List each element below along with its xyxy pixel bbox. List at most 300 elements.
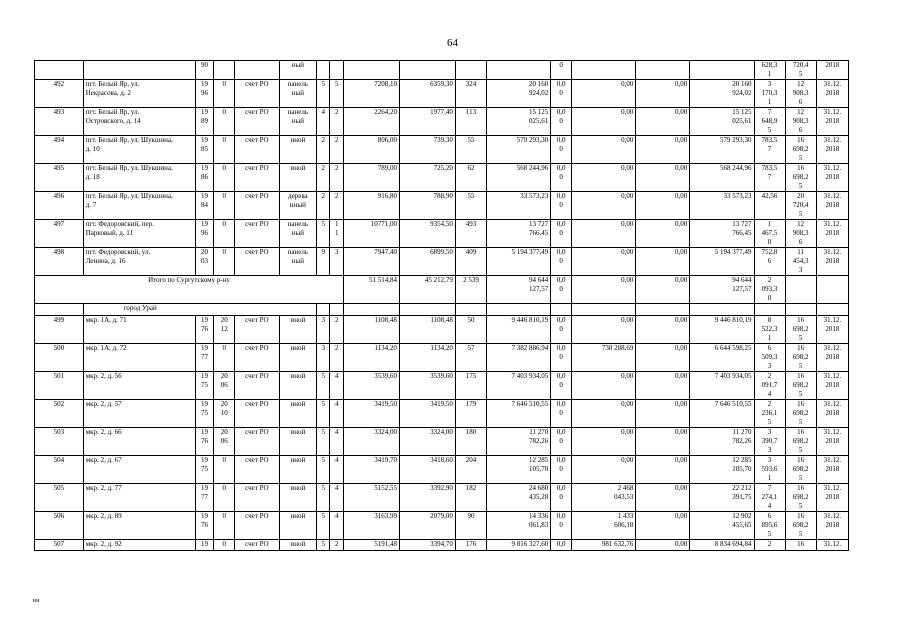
table-cell: 0 bbox=[214, 108, 235, 136]
table-cell: 16 698,2 5 bbox=[785, 456, 816, 484]
table-cell: 3 bbox=[330, 248, 343, 276]
table-row bbox=[35, 61, 849, 80]
table-cell: мкр. 2, д. 67 bbox=[83, 456, 195, 484]
table-cell bbox=[572, 61, 636, 80]
table-cell: 5 bbox=[317, 540, 330, 551]
table-cell: 20 06 bbox=[214, 372, 235, 400]
table-cell: 3 bbox=[317, 316, 330, 344]
table-row bbox=[35, 220, 849, 248]
table-cell: иной bbox=[279, 540, 316, 551]
table-cell: 0 bbox=[551, 61, 572, 80]
table-cell: 568 244,96 bbox=[690, 164, 754, 192]
table-cell: 175 bbox=[455, 372, 486, 400]
table-cell bbox=[399, 61, 455, 80]
table-cell: счет РО bbox=[235, 108, 280, 136]
table-cell: ный bbox=[279, 61, 316, 80]
table-cell: 579 293,30 bbox=[487, 136, 551, 164]
table-cell: 0,0 0 bbox=[551, 456, 572, 484]
table-cell: 5 bbox=[330, 80, 343, 108]
table-cell: 752,8 6 bbox=[754, 248, 785, 276]
table-cell: 12 908,3 6 bbox=[785, 80, 816, 108]
table-cell: 62 bbox=[455, 164, 486, 192]
table-cell: счет РО bbox=[235, 316, 280, 344]
table-cell: 3324,00 bbox=[343, 428, 399, 456]
table-cell: 5 bbox=[317, 220, 330, 248]
table-cell: 0,00 bbox=[572, 220, 636, 248]
table-cell: 55 bbox=[455, 192, 486, 220]
table-cell: 5 bbox=[317, 484, 330, 512]
table-cell: иной bbox=[279, 484, 316, 512]
table-cell: 0,00 bbox=[636, 220, 690, 248]
table-cell: 0,0 0 bbox=[551, 372, 572, 400]
table-cell: пгт. Белый Яр, ул. Некрасова, д. 2 bbox=[83, 80, 195, 108]
table-cell: иной bbox=[279, 400, 316, 428]
table-cell bbox=[816, 304, 848, 316]
table-cell: 0,0 0 bbox=[551, 400, 572, 428]
table-cell: 3163,99 bbox=[343, 512, 399, 540]
table-cell: счет РО bbox=[235, 512, 280, 540]
table-cell: 33 573,23 bbox=[690, 192, 754, 220]
table-cell: 20 12 bbox=[214, 316, 235, 344]
table-cell: 3 170,3 1 bbox=[754, 80, 785, 108]
table-cell: 2 bbox=[330, 316, 343, 344]
table-cell bbox=[785, 276, 816, 304]
table-cell: 0,00 bbox=[572, 248, 636, 276]
table-cell: 0 bbox=[214, 344, 235, 372]
table-cell: 495 bbox=[35, 164, 84, 192]
table-cell: 31.12. 2018 bbox=[816, 164, 848, 192]
table-cell: 738 288,69 bbox=[572, 344, 636, 372]
table-row bbox=[35, 164, 849, 192]
table-cell: 7 646 510,55 bbox=[690, 400, 754, 428]
table-cell: пгт. Федоровский, пер. Парковый, д. 11 bbox=[83, 220, 195, 248]
table-cell: 50 bbox=[455, 316, 486, 344]
table-cell bbox=[35, 61, 84, 80]
table-cell: 0,00 bbox=[572, 428, 636, 456]
table-cell: иной bbox=[279, 372, 316, 400]
table-cell: 31.12. 2018 bbox=[816, 108, 848, 136]
table-cell: мкр. 2, д. 77 bbox=[83, 484, 195, 512]
table-cell: 0 bbox=[214, 80, 235, 108]
table-cell: 5 bbox=[317, 428, 330, 456]
table-cell: 0,00 bbox=[636, 248, 690, 276]
table-cell: 6 895,6 5 bbox=[754, 512, 785, 540]
table-cell: 5 194 377,49 bbox=[690, 248, 754, 276]
table-cell: 2 bbox=[317, 164, 330, 192]
table-cell: 0,00 bbox=[572, 164, 636, 192]
section-row bbox=[35, 304, 849, 316]
table-cell: 4 bbox=[330, 512, 343, 540]
table-cell: 492 bbox=[35, 80, 84, 108]
table-cell: 0,00 bbox=[636, 372, 690, 400]
table-cell: 0,0 0 bbox=[551, 164, 572, 192]
table-cell: 19 75 bbox=[195, 372, 214, 400]
table-cell: 503 bbox=[35, 428, 84, 456]
table-cell: пгт. Белый Яр, ул. Островского, д. 14 bbox=[83, 108, 195, 136]
table-cell bbox=[785, 304, 816, 316]
table-cell: 0,00 bbox=[636, 456, 690, 484]
table-cell: 0,00 bbox=[636, 276, 690, 304]
table-cell: 3324,00 bbox=[399, 428, 455, 456]
table-cell: 2 bbox=[330, 136, 343, 164]
table-cell: иной bbox=[279, 344, 316, 372]
table-cell: 2 091,7 4 bbox=[754, 372, 785, 400]
table-cell: пгт. Белый Яр, ул. Шукшина, д. 7 bbox=[83, 192, 195, 220]
table-cell: 19 85 bbox=[195, 136, 214, 164]
table-cell: 0 bbox=[214, 136, 235, 164]
table-cell: 31.12. 2018 bbox=[816, 400, 848, 428]
table-cell: 0,0 0 bbox=[551, 428, 572, 456]
table-row bbox=[35, 248, 849, 276]
table-cell: счет РО bbox=[235, 484, 280, 512]
table-cell: 51 514,84 bbox=[343, 276, 399, 304]
table-cell: 579 293,30 bbox=[690, 136, 754, 164]
table-cell: 90 bbox=[455, 512, 486, 540]
table-cell: 497 bbox=[35, 220, 84, 248]
table-cell bbox=[487, 61, 551, 80]
table-cell: 16 698,2 5 bbox=[785, 316, 816, 344]
table-cell: 9 446 810,19 bbox=[487, 316, 551, 344]
table-cell: 11 270 782,26 bbox=[487, 428, 551, 456]
section-label: город Урай bbox=[83, 304, 316, 316]
table-cell: 19 75 bbox=[195, 400, 214, 428]
table-cell bbox=[35, 304, 84, 316]
table-cell: 180 bbox=[455, 428, 486, 456]
housing-register-table bbox=[34, 60, 849, 551]
table-cell: 19 77 bbox=[195, 484, 214, 512]
table-cell: 2 bbox=[754, 540, 785, 551]
table-cell: 19 76 bbox=[195, 512, 214, 540]
table-row bbox=[35, 344, 849, 372]
table-cell: 1 1 bbox=[330, 220, 343, 248]
table-cell: панель ный bbox=[279, 220, 316, 248]
table-cell: 5191,48 bbox=[343, 540, 399, 551]
table-cell: 0,0 0 bbox=[551, 192, 572, 220]
table-cell: 2 bbox=[330, 108, 343, 136]
table-cell: 2 236,1 5 bbox=[754, 400, 785, 428]
table-cell: 3392,90 bbox=[399, 484, 455, 512]
table-cell: 806,00 bbox=[343, 136, 399, 164]
table-cell: 0,00 bbox=[636, 484, 690, 512]
table-cell: 1977,40 bbox=[399, 108, 455, 136]
table-cell: 720,4 5 bbox=[785, 61, 816, 80]
table-row bbox=[35, 400, 849, 428]
table-cell: 7 646 510,55 bbox=[487, 400, 551, 428]
table-cell: 16 698,2 5 bbox=[785, 428, 816, 456]
table-cell: 12 908,3 6 bbox=[785, 108, 816, 136]
table-cell: 5 194 377,49 bbox=[487, 248, 551, 276]
table-cell: 0,0 0 bbox=[551, 80, 572, 108]
table-cell: 3394,70 bbox=[399, 540, 455, 551]
table-cell bbox=[636, 304, 690, 316]
total-label: Итого по Сургутскому р-ну bbox=[35, 276, 344, 304]
table-cell: 0 bbox=[214, 512, 235, 540]
table-cell: 0,00 bbox=[572, 372, 636, 400]
table-cell: счет РО bbox=[235, 400, 280, 428]
table-cell: 20 160 924,02 bbox=[487, 80, 551, 108]
table-cell: иной bbox=[279, 316, 316, 344]
table-cell: 16 698,2 5 bbox=[785, 344, 816, 372]
table-cell: 789,00 bbox=[343, 164, 399, 192]
table-cell: 31.12. 2018 bbox=[816, 192, 848, 220]
table-cell: 16 698,2 5 bbox=[785, 164, 816, 192]
table-cell bbox=[399, 304, 455, 316]
table-cell: 0,00 bbox=[636, 540, 690, 551]
table-cell: 31.12. 2018 bbox=[816, 248, 848, 276]
table-cell bbox=[83, 61, 195, 80]
table-cell: 6899,50 bbox=[399, 248, 455, 276]
table-cell: 5 bbox=[317, 400, 330, 428]
table-cell: 981 632,76 bbox=[572, 540, 636, 551]
table-cell bbox=[317, 61, 330, 80]
table-cell: 20 06 bbox=[214, 428, 235, 456]
table-cell bbox=[330, 61, 343, 80]
table-cell: 499 bbox=[35, 316, 84, 344]
table-cell: 6 509,3 3 bbox=[754, 344, 785, 372]
table-cell: пгт. Белый Яр, ул. Шукшина, д. 10 bbox=[83, 136, 195, 164]
table-cell: 14 336 061,83 bbox=[487, 512, 551, 540]
table-cell: 0,00 bbox=[636, 108, 690, 136]
table-row bbox=[35, 80, 849, 108]
table-cell: иной bbox=[279, 456, 316, 484]
table-cell: 628,3 1 bbox=[754, 61, 785, 80]
table-cell: 176 bbox=[455, 540, 486, 551]
table-cell: 94 644 127,57 bbox=[690, 276, 754, 304]
table-cell: 2018 bbox=[816, 61, 848, 80]
table-cell: 783,5 7 bbox=[754, 136, 785, 164]
table-cell: счет РО bbox=[235, 164, 280, 192]
table-cell: 502 bbox=[35, 400, 84, 428]
table-cell: 1134,20 bbox=[343, 344, 399, 372]
table-cell: 1108,48 bbox=[343, 316, 399, 344]
table-cell: 0 bbox=[214, 248, 235, 276]
table-cell: 0 bbox=[214, 164, 235, 192]
table-cell: 0,0 0 bbox=[551, 220, 572, 248]
table-cell: 7 382 886,94 bbox=[487, 344, 551, 372]
table-cell: 7 403 934,05 bbox=[487, 372, 551, 400]
table-cell: 3539,60 bbox=[343, 372, 399, 400]
table-cell: 0 bbox=[214, 540, 235, 551]
table-cell: 496 bbox=[35, 192, 84, 220]
table-cell: 7 274,1 4 bbox=[754, 484, 785, 512]
table-cell: 20 10 bbox=[214, 400, 235, 428]
table-row bbox=[35, 372, 849, 400]
table-cell: 0 bbox=[214, 484, 235, 512]
table-cell: 19 96 bbox=[195, 80, 214, 108]
table-cell: 324 bbox=[455, 80, 486, 108]
table-cell: 19 89 bbox=[195, 108, 214, 136]
table-cell: 0,00 bbox=[636, 164, 690, 192]
table-cell bbox=[690, 304, 754, 316]
table-cell: 4 bbox=[317, 108, 330, 136]
table-cell bbox=[487, 304, 551, 316]
table-cell: 13 727 766,45 bbox=[487, 220, 551, 248]
table-cell bbox=[816, 276, 848, 304]
table-cell: 12 285 105,70 bbox=[487, 456, 551, 484]
table-cell: 0 bbox=[214, 192, 235, 220]
table-cell: 5 bbox=[317, 372, 330, 400]
table-cell: 5 bbox=[317, 80, 330, 108]
table-cell: дерева нный bbox=[279, 192, 316, 220]
table-cell bbox=[636, 61, 690, 80]
table-cell: 494 bbox=[35, 136, 84, 164]
table-cell: 2079,00 bbox=[399, 512, 455, 540]
table-cell: 506 bbox=[35, 512, 84, 540]
table-cell: 15 125 025,61 bbox=[487, 108, 551, 136]
table-cell: 3419,50 bbox=[399, 400, 455, 428]
table-cell: счет РО bbox=[235, 192, 280, 220]
table-row bbox=[35, 484, 849, 512]
table-cell bbox=[455, 304, 486, 316]
table-cell: 19 bbox=[195, 540, 214, 551]
table-cell: счет РО bbox=[235, 136, 280, 164]
table-cell: 90 bbox=[195, 61, 214, 80]
table-cell: 9354,50 bbox=[399, 220, 455, 248]
table-cell: 7 403 934,05 bbox=[690, 372, 754, 400]
table-cell: 2 093,3 0 bbox=[754, 276, 785, 304]
table-cell: счет РО bbox=[235, 428, 280, 456]
table-cell: 2 bbox=[317, 136, 330, 164]
table-cell: 11 454,3 3 bbox=[785, 248, 816, 276]
table-cell: 12 902 455,65 bbox=[690, 512, 754, 540]
table-cell: 8 522,3 1 bbox=[754, 316, 785, 344]
table-cell: 19 76 bbox=[195, 428, 214, 456]
table-cell: 500 bbox=[35, 344, 84, 372]
table-cell: 0,00 bbox=[572, 456, 636, 484]
table-cell: 4 bbox=[330, 400, 343, 428]
table-cell bbox=[343, 61, 399, 80]
table-cell: панель ный bbox=[279, 80, 316, 108]
table-cell bbox=[235, 61, 280, 80]
table-cell: мкр. 2, д. 66 bbox=[83, 428, 195, 456]
table-cell: 9 446 810,19 bbox=[690, 316, 754, 344]
table-cell: 0,00 bbox=[636, 512, 690, 540]
table-cell: 31.12. 2018 bbox=[816, 512, 848, 540]
table-cell: 0,0 0 bbox=[551, 276, 572, 304]
table-cell: 57 bbox=[455, 344, 486, 372]
table-row bbox=[35, 428, 849, 456]
table-cell: 31.12. 2018 bbox=[816, 428, 848, 456]
table-cell bbox=[572, 304, 636, 316]
table-cell: иной bbox=[279, 428, 316, 456]
table-cell: 0,00 bbox=[572, 80, 636, 108]
table-cell bbox=[330, 304, 343, 316]
table-cell: 45 212,79 bbox=[399, 276, 455, 304]
table-cell: счет РО bbox=[235, 248, 280, 276]
table-row bbox=[35, 316, 849, 344]
table-cell: 0,0 0 bbox=[551, 484, 572, 512]
table-cell: мкр. 1А, д. 72 bbox=[83, 344, 195, 372]
table-cell: 4 bbox=[330, 372, 343, 400]
table-cell: 0 bbox=[214, 456, 235, 484]
table-cell: 16 698,2 5 bbox=[785, 400, 816, 428]
table-cell: 0,00 bbox=[636, 428, 690, 456]
page-number: 64 bbox=[447, 37, 458, 49]
table-cell: 3419,70 bbox=[343, 456, 399, 484]
total-row bbox=[35, 276, 849, 304]
table-cell: 94 644 127,57 bbox=[487, 276, 551, 304]
table-cell: 9 bbox=[317, 248, 330, 276]
table-cell: 31.12. 2018 bbox=[816, 484, 848, 512]
table-cell: 7947,40 bbox=[343, 248, 399, 276]
table-cell: 204 bbox=[455, 456, 486, 484]
table-cell: 5152,55 bbox=[343, 484, 399, 512]
table-cell: 22 212 391,75 bbox=[690, 484, 754, 512]
table-cell: 409 bbox=[455, 248, 486, 276]
table-cell: 16 698,2 5 bbox=[785, 136, 816, 164]
table-cell: 4 bbox=[330, 456, 343, 484]
table-row bbox=[35, 456, 849, 484]
table-cell: 20 720,4 5 bbox=[785, 192, 816, 220]
table-cell: 24 680 435,28 bbox=[487, 484, 551, 512]
table-cell: 493 bbox=[35, 108, 84, 136]
table-cell: 725,20 bbox=[399, 164, 455, 192]
table-cell: пгт. Федоровский, ул. Ленина, д. 16 bbox=[83, 248, 195, 276]
table-cell: 0,0 bbox=[551, 540, 572, 551]
table-cell: 6 644 598,25 bbox=[690, 344, 754, 372]
table-cell: 19 77 bbox=[195, 344, 214, 372]
table-cell: мкр. 2, д. 92 bbox=[83, 540, 195, 551]
table-cell: 31.12. bbox=[816, 540, 848, 551]
table-cell: 0,00 bbox=[636, 136, 690, 164]
table-cell: 2 bbox=[330, 344, 343, 372]
table-cell: 493 bbox=[455, 220, 486, 248]
table-cell: 19 76 bbox=[195, 316, 214, 344]
table-cell: 783,5 7 bbox=[754, 164, 785, 192]
table-cell: 0,0 0 bbox=[551, 316, 572, 344]
table-cell: 501 bbox=[35, 372, 84, 400]
table-cell: 16 bbox=[785, 540, 816, 551]
table-cell: 7 648,9 5 bbox=[754, 108, 785, 136]
table-cell: 113 bbox=[455, 108, 486, 136]
table-cell: мкр. 2, д. 56 bbox=[83, 372, 195, 400]
table-cell: 3418,60 bbox=[399, 456, 455, 484]
table-cell: 8 834 694,84 bbox=[690, 540, 754, 551]
table-cell: 0,00 bbox=[572, 108, 636, 136]
table-cell: 4 bbox=[330, 428, 343, 456]
table-cell: мкр. 2, д. 89 bbox=[83, 512, 195, 540]
table-cell bbox=[754, 304, 785, 316]
table-cell: панель ный bbox=[279, 108, 316, 136]
table-cell: 2 bbox=[317, 192, 330, 220]
table-cell: 2 bbox=[330, 164, 343, 192]
table-cell: 788,90 bbox=[399, 192, 455, 220]
table-cell: счет РО bbox=[235, 372, 280, 400]
table-cell: 16 698,2 5 bbox=[785, 512, 816, 540]
table-cell: 0,0 0 bbox=[551, 136, 572, 164]
table-cell: 505 bbox=[35, 484, 84, 512]
table-cell bbox=[317, 304, 330, 316]
table-cell: 498 bbox=[35, 248, 84, 276]
table-cell: иной bbox=[279, 512, 316, 540]
table-cell: 4 bbox=[330, 484, 343, 512]
table-row bbox=[35, 540, 849, 551]
table-cell: мкр. 2, д. 57 bbox=[83, 400, 195, 428]
table-cell bbox=[343, 304, 399, 316]
table-cell: 568 244,96 bbox=[487, 164, 551, 192]
table-cell: 55 bbox=[455, 136, 486, 164]
table-cell: 31.12. 2018 bbox=[816, 456, 848, 484]
table-cell: 2 bbox=[330, 192, 343, 220]
table-cell: 12 908,3 6 bbox=[785, 220, 816, 248]
table-cell: 0,00 bbox=[636, 344, 690, 372]
table-cell: счет РО bbox=[235, 456, 280, 484]
table-cell: 0,00 bbox=[572, 192, 636, 220]
table-cell: 3539,60 bbox=[399, 372, 455, 400]
table-row bbox=[35, 136, 849, 164]
table-row bbox=[35, 512, 849, 540]
table-cell: 7208,10 bbox=[343, 80, 399, 108]
